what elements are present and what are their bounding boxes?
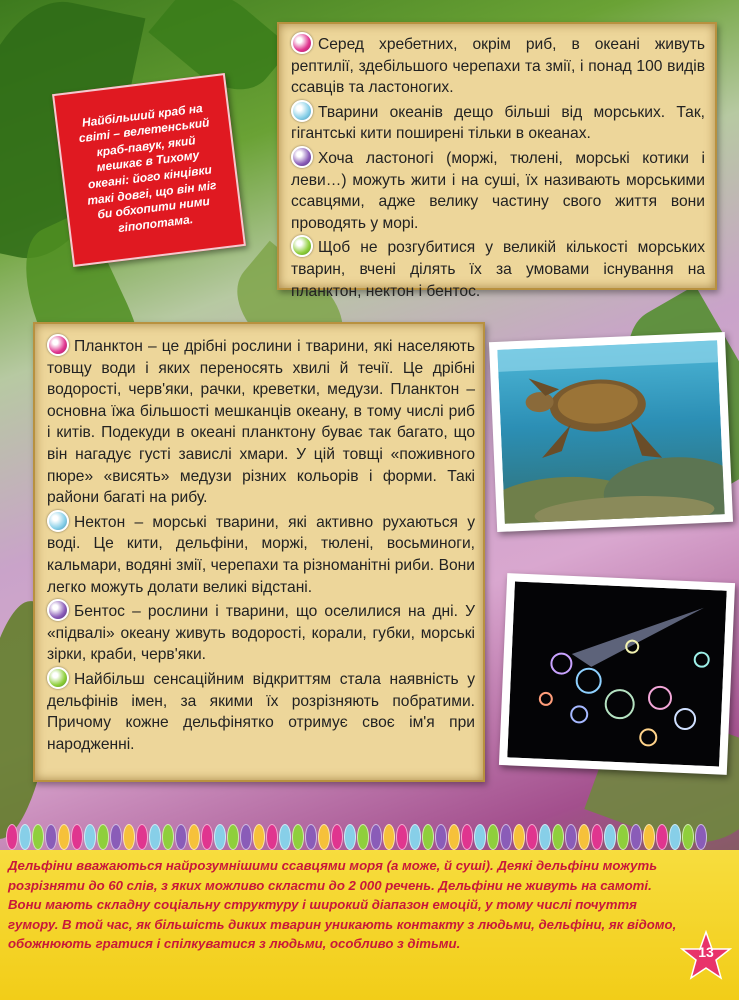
paragraph [47, 334, 475, 509]
bead-decoration [201, 824, 213, 850]
paragraph-text: Щоб не розгубитися у великій кількості морських тварин, вчені ділять їх за умовами існування на планктон, нектон і бентос. [291, 239, 705, 300]
paragraph [47, 510, 475, 598]
green-bullet-icon [47, 667, 69, 689]
green-bullet-icon [291, 235, 313, 257]
bead-decoration [123, 824, 135, 850]
bead-decoration [32, 824, 44, 850]
plankton-image [507, 581, 726, 766]
paragraph-text: Тварини океанів дещо більші від морських. Так, гігантські кити поширені тільки в океанах. [291, 103, 705, 143]
bead-decoration [474, 824, 486, 850]
middle-text-box [33, 322, 485, 782]
bead-decoration [84, 824, 96, 850]
bead-decoration [383, 824, 395, 850]
bead-decoration [552, 824, 564, 850]
decorative-bead-border [0, 820, 739, 854]
bead-decoration [331, 824, 343, 850]
purple-bullet-icon [291, 146, 313, 168]
bead-decoration [487, 824, 499, 850]
bead-decoration [253, 824, 265, 850]
bead-decoration [97, 824, 109, 850]
pink-bullet-icon [291, 32, 313, 54]
bead-decoration [71, 824, 83, 850]
page-number-badge [680, 930, 732, 982]
bead-decoration [370, 824, 382, 850]
bead-decoration [409, 824, 421, 850]
bead-decoration [396, 824, 408, 850]
bead-decoration [318, 824, 330, 850]
bead-decoration [214, 824, 226, 850]
bead-decoration [279, 824, 291, 850]
bead-decoration [188, 824, 200, 850]
bead-decoration [695, 824, 707, 850]
bead-decoration [292, 824, 304, 850]
bead-decoration [565, 824, 577, 850]
bead-decoration [344, 824, 356, 850]
bead-decoration [136, 824, 148, 850]
paragraph [291, 235, 705, 302]
page-number: 13 [698, 944, 714, 960]
bead-decoration [305, 824, 317, 850]
top-text-box [277, 22, 717, 300]
bead-decoration [513, 824, 525, 850]
bead-decoration [617, 824, 629, 850]
bead-decoration [357, 824, 369, 850]
sea-turtle-image [497, 340, 724, 523]
paragraph [47, 667, 475, 755]
bead-decoration [149, 824, 161, 850]
plankton-photo [499, 573, 735, 775]
bead-decoration [422, 824, 434, 850]
bead-decoration [630, 824, 642, 850]
purple-bullet-icon [47, 599, 69, 621]
bead-decoration [500, 824, 512, 850]
paragraph [291, 100, 705, 145]
bead-decoration [175, 824, 187, 850]
fact-callout [52, 73, 246, 267]
bead-decoration [162, 824, 174, 850]
blue-bullet-icon [47, 510, 69, 532]
paragraph [47, 599, 475, 666]
blue-bullet-icon [291, 100, 313, 122]
bottom-fact-text: Дельфіни вважаються найрозумнішими ссавцями моря (а може, й суші). Деякі дельфіни можуть розрізняти до 60 слів, з яких можливо скласти до 2 000 речень. Дельфіни не живуть на самоті. Вони мають складну соціальну структуру і широкий діапазон емоцій, у тому числі почуття гумору. В той час, як більшість диких тварин уникають контакту з людьми, дельфіни, як відомо, обожнюють гратися і спілкуватися з людьми, особливо з дітьми. [8, 858, 677, 951]
bead-decoration [227, 824, 239, 850]
fact-callout-text: Найбільший краб на світі – велетенський краб-павук, який мешкає в Тихому океані: його кінцівки такі довгі, що він міг би обхопити ними гіпопотама. [78, 100, 218, 235]
paragraph-text: Планктон – це дрібні рослини і тварини, які населяють товщу води і яких переносять хвилі й течії. Це дрібні водорості, черв'яки, рачки, креветки, медузи. Планктон – основна їжа більшості мешканців океану, в тому числі риб і китів. Подекуди в океані планктону буває так багато, що він нагадує густі завислі хмари. У цій товщі «поживного пюре» «висять» медузи різних кольорів і форми. Такі райони багаті на рибу. [47, 338, 475, 507]
bead-decoration [19, 824, 31, 850]
bottom-fact-band [0, 850, 739, 1000]
paragraph-text: Серед хребетних, окрім риб, в океані живуть рептилії, здебільшого черепахи та змії, і понад 100 видів ссавців та ластоногих. [291, 36, 705, 97]
paragraph [291, 146, 705, 234]
bead-decoration [604, 824, 616, 850]
paragraph-text: Найбільш сенсаційним відкриттям стала наявність у дельфінів імен, за якими їх розрізняють побратими. Причому кожне дельфінятко отримує своє ім'я при народженні. [47, 670, 475, 753]
bead-decoration [643, 824, 655, 850]
bead-decoration [526, 824, 538, 850]
bead-decoration [435, 824, 447, 850]
bead-decoration [578, 824, 590, 850]
paragraph-text: Нектон – морські тварини, які активно рухаються у воді. Це кити, дельфіни, моржі, тюлені, восьминоги, кальмари, водяні змії, черепахи та різноманітні риби. Вони легко можуть долати великі відстані. [47, 513, 475, 596]
bead-decoration [656, 824, 668, 850]
pink-bullet-icon [47, 334, 69, 356]
bead-decoration [591, 824, 603, 850]
paragraph-text: Хоча ластоногі (моржі, тюлені, морські котики і леви…) можуть жити і на суші, їх називають морськими ссавцями, адже велику частину свого життя вони проводять у морі. [291, 149, 705, 232]
sea-turtle-photo [489, 332, 733, 532]
bead-decoration [58, 824, 70, 850]
bead-decoration [6, 824, 18, 850]
bead-decoration [682, 824, 694, 850]
bead-decoration [240, 824, 252, 850]
bead-decoration [461, 824, 473, 850]
paragraph [291, 32, 705, 99]
bead-decoration [669, 824, 681, 850]
bead-decoration [448, 824, 460, 850]
bead-decoration [539, 824, 551, 850]
bead-decoration [45, 824, 57, 850]
paragraph-text: Бентос – рослини і тварини, що оселилися на дні. У «підвалі» океану живуть водорості, корали, губки, морські зірки, краби, черв'яки. [47, 603, 475, 664]
bead-decoration [266, 824, 278, 850]
bead-decoration [110, 824, 122, 850]
